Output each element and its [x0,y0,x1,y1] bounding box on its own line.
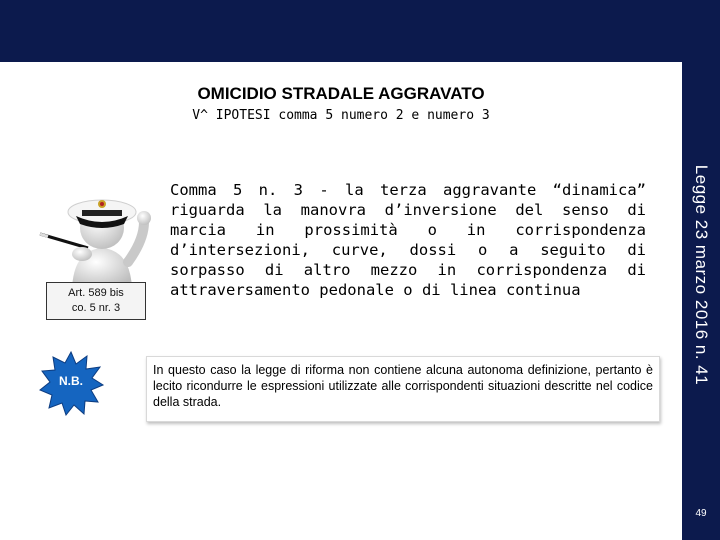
nb-badge [38,350,104,416]
page-subtitle: V^ IPOTESI comma 5 numero 2 e numero 3 [192,108,490,123]
nb-badge-label: N.B. [59,374,83,388]
police-officer-pointing-icon [32,170,162,290]
page-title: OMICIDIO STRADALE AGGRAVATO [197,84,485,103]
top-banner [0,0,720,62]
article-label-line1: Art. 589 bis [68,287,124,299]
page-number: 49 [695,508,707,519]
note-box [146,356,660,422]
article-label [46,282,146,320]
note-text: In questo caso la legge di riforma non contiene alcuna autonoma definizione, pertanto è lecito ricondurre le espressioni utilizzate alle corrispondenti situazioni descritte nel codice della strada. [153,363,653,409]
main-paragraph: Comma 5 n. 3 - la terza aggravante “dinamica” riguarda la manovra d’inversione del senso di marcia in prossimità o in corrispondenza d’intersezioni, curve, dossi o a seguito di sorpasso di altro mezzo in corrispondenza di attraversamento pedonale o di linea continua [170,181,646,299]
law-reference: Legge 23 marzo 2016 n. 41 [692,164,711,386]
article-label-line2: co. 5 nr. 3 [71,302,121,314]
